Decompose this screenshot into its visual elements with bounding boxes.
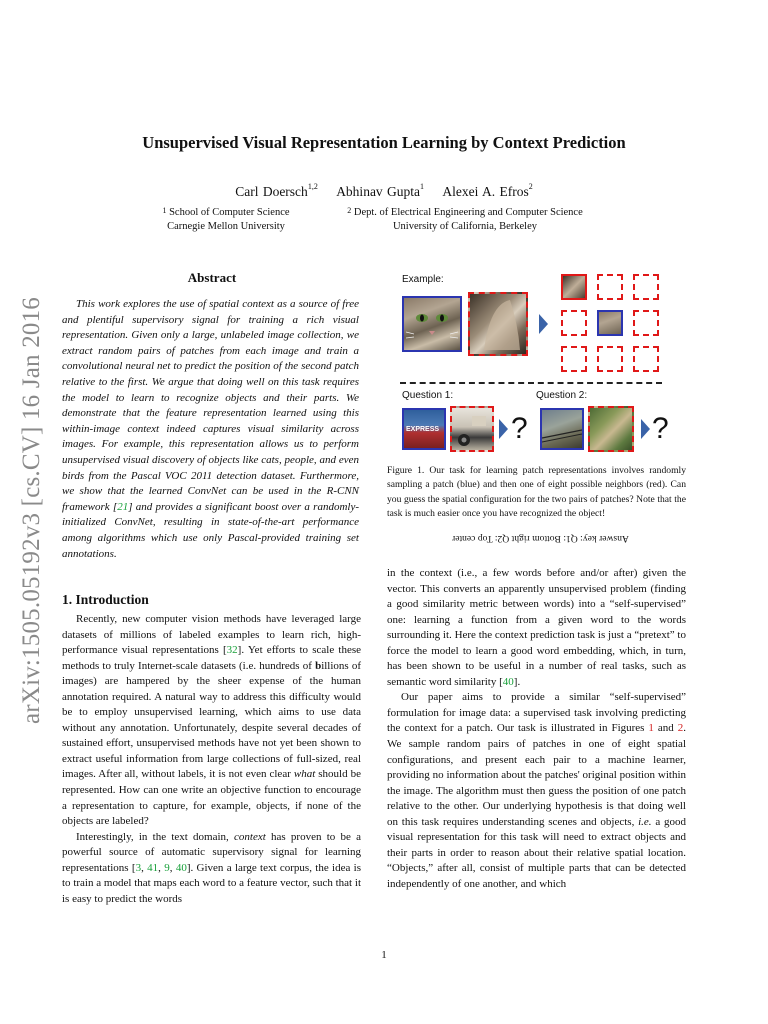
question-1-blue-patch — [402, 408, 446, 450]
abstract-body: This work explores the use of spatial context as a source of free and plentiful supervisory signal for training a rich visual representation. Given only a large, unlabeled image collection, we extract random pairs of patches from each image and train a convolutional neural net to predict the position of the second patch relative to the first. We argue that doing well on this task requires the model to learn to recognize objects and their parts. We demonstrate that the feature representation learned using this within-image context indeed captures visual similarity across images. For example, this representation allows us to perform unsupervised visual discovery of objects like cats, people, and even birds from the Pascal VOC 2011 detection dataset. Furthermore, we show that the learned ConvNet can be used in the R-CNN framework [21] and provides a significant boost over a randomly-initialized ConvNet, resulting in state-of-the-art performance among algorithms which use only Pascal-provided training set annotations. — [62, 298, 359, 560]
arrow-icon — [499, 419, 508, 439]
author-list — [0, 184, 768, 200]
affiliation-1: $^1$ School of Computer Science Carnegie Mellon University — [162, 206, 290, 232]
abstract-heading: Abstract — [187, 270, 237, 285]
question-2-label: Question 2: — [536, 390, 588, 401]
paragraph: Our paper aims to provide a similar “self-supervised” formulation for image data: a supervised task involving predicting the context for a patch. Our task is illustrated in Figures 1 and 2. We sample random pairs of patches in one of eight spatial configurations, and present each pair to a machine learner, providing no information about the patches' original position within the image. The algorithm must then guess the position of one patch relative to the other. Our underlying hypothesis is that doing well on this task requires understanding scenes and objects, i.e. a good visual representation for this task will need to extract objects and their parts in order to reason about their relative spatial location. “Objects,” after all, consist of multiple parts that can be detected independently of one another, and which — [387, 691, 687, 890]
affiliation-2: $^2$ Dept. of Electrical Engineering and Computer Science University of California, Berkeley — [347, 206, 583, 232]
grid-cell — [633, 346, 659, 372]
figure-divider — [400, 382, 662, 384]
grid-cell — [561, 346, 587, 372]
example-label: Example: — [402, 274, 444, 285]
grid-cell — [633, 310, 659, 336]
figure-caption: Figure 1. Our task for learning patch representations involves randomly sampling a patch (blue) and then one of eight possible neighbors (red). Can you guess the spatial configuration for the two pairs of patches? Note that the task is much easier once you have recognized the object! — [387, 465, 686, 520]
figure-link[interactable]: 1 — [648, 722, 654, 735]
citation-link[interactable]: 21 — [117, 500, 129, 513]
citation-link[interactable]: 9 — [164, 861, 170, 874]
question-mark: ? — [511, 412, 528, 445]
arxiv-identifier: arXiv:1505.05192v3 [cs.CV] 16 Jan 2016 — [18, 297, 45, 724]
author: Carl Doersch$^{1,2}$ — [235, 182, 318, 199]
grid-cell — [633, 274, 659, 300]
right-column-text — [387, 566, 686, 892]
question-2-red-patch — [588, 406, 634, 452]
figure-1 — [398, 270, 668, 460]
sign-text: EXPRESS — [406, 426, 440, 433]
question-2-blue-patch — [540, 408, 584, 450]
grid-cell — [561, 310, 587, 336]
grid-cell-ear — [561, 274, 587, 300]
page-number: 1 — [381, 949, 387, 961]
section-heading: 1. Introduction — [62, 592, 149, 607]
paper-title: Unsupervised Visual Representation Learning by Context Prediction — [142, 133, 626, 152]
arrow-icon — [641, 419, 650, 439]
figure-link[interactable]: 2 — [677, 722, 684, 735]
citation-link[interactable]: 32 — [226, 644, 238, 657]
cat-ear-patch — [468, 292, 528, 356]
paragraph: Recently, new computer vision methods have leveraged large datasets of millions of labeled examples to learn rich, high-performance visual representations [32]. Yet efforts to scale these methods to truly Internet-scale datasets (i.e. hundreds of billions of images) are hampered by the sheer expense of the human annotation required. A natural way to address this difficulty would be to employ unsupervised learning, which aims to use data without any annotation. Unfortunately, despite several decades of sustained effort, unsupervised methods have not yet been shown to extract useful information from large collections of full-sized, real images. After all, without labels, it is not even clear what should be represented. How can one write an objective function to encourage a representation to capture, for example, objects, if none of the objects are labeled? — [62, 613, 362, 828]
arrow-icon — [539, 314, 548, 334]
author: Alexei A. Efros$^2$ — [442, 182, 533, 199]
question-1-label: Question 1: — [402, 390, 454, 401]
answer-key: Answer key: Q1: Bottom right Q2: Top center — [452, 533, 629, 544]
question-mark: ? — [652, 412, 669, 445]
citation-link[interactable]: 3 — [135, 861, 142, 874]
cat-center-patch — [402, 296, 462, 352]
grid-cell — [597, 274, 623, 300]
citation-link[interactable]: 40 — [502, 675, 514, 688]
citation-link[interactable]: 40 — [175, 861, 187, 874]
question-1-red-patch — [450, 406, 494, 452]
grid-cell — [597, 346, 623, 372]
left-column-text — [62, 612, 361, 907]
paragraph: Interestingly, in the text domain, context has proven to be a powerful source of automatic supervisory signal for learning representations [3, 41, 9, 40]. Given a large text corpus, the idea is to train a model that maps each word to a feature vector, such that it is easy to predict the words — [62, 830, 362, 905]
paragraph: in the context (i.e., a few words before and/or after) given the vector. This converts an apparently unsupervised problem (finding a good similarity metric between words) into a “self-supervised” one: learning a function from a given word to the words surrounding it. Here the context prediction task is just a “pretext” to force the model to learn a good word embedding, which, in turn, has been shown to be useful in a number of real tasks, such as semantic word similarity [40]. — [387, 567, 686, 688]
grid-cell-center — [597, 310, 623, 336]
author: Abhinav Gupta$^1$ — [336, 182, 425, 199]
citation-link[interactable]: 41 — [147, 861, 159, 874]
